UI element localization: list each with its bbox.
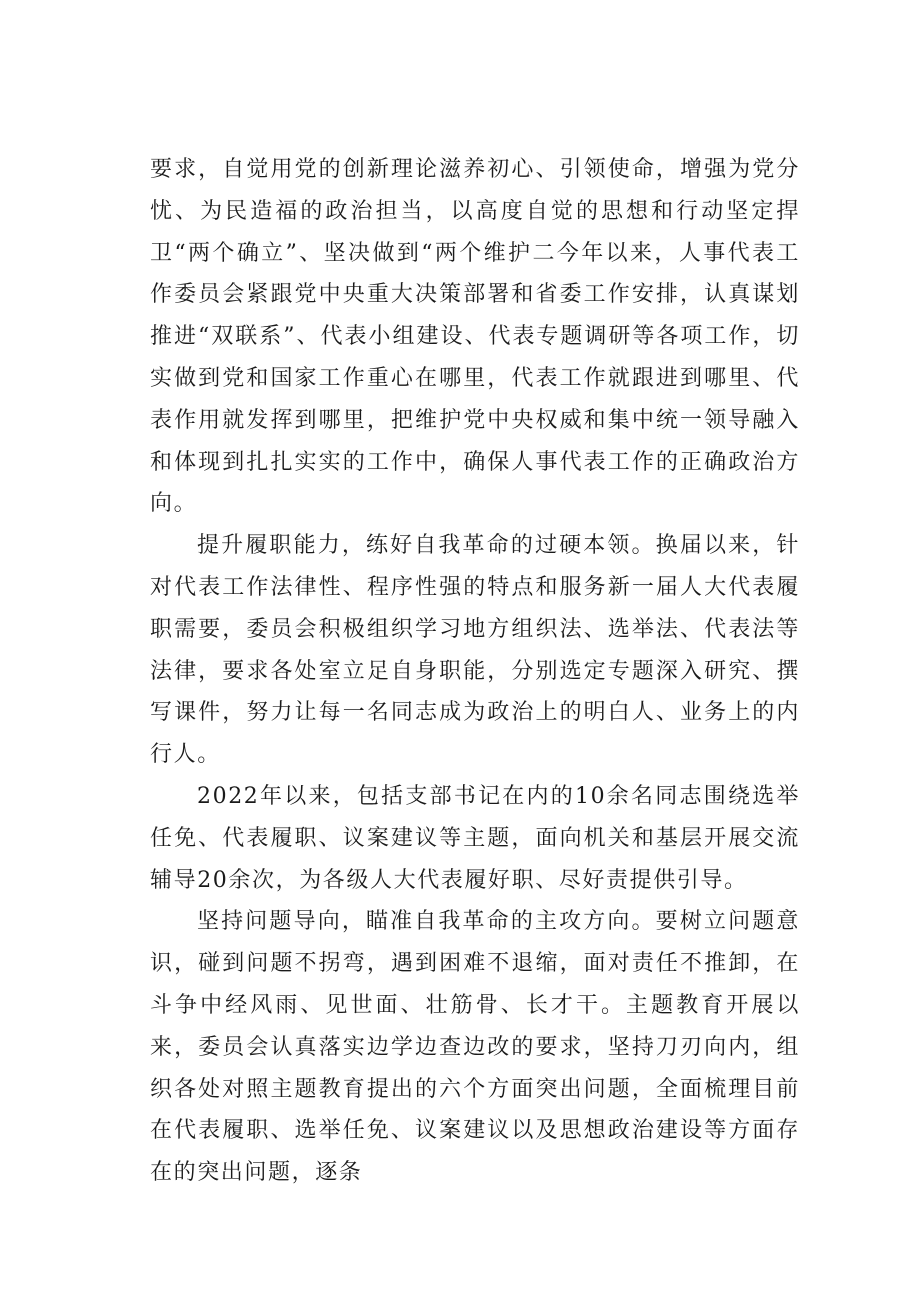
- paragraph-3: 2022年以来，包括支部书记在内的10余名同志围绕选举任免、代表履职、议案建议等主题，面向机关和基层开展交流辅导20余次，为各级人大代表履好职、尽好责提供引导。: [150, 783, 800, 893]
- paragraph-1: 要求，自觉用党的创新理论滋养初心、引领使命，增强为党分忧、为民造福的政治担当，以高度自觉的思想和行动坚定捍卫“两个确立”、坚决做到“两个维护二今年以来，人事代表工作委员会紧跟党中央重大决策部署和省委工作安排，认真谋划推进“双联系”、代表小组建设、代表专题调研等各项工作，切实做到党和国家工作重心在哪里，代表工作就跟进到哪里、代表作用就发挥到哪里，把维护党中央权威和集中统一领导融入和体现到扎扎实实的工作中，确保人事代表工作的正确政治方向。: [150, 157, 800, 517]
- paragraph-2: 提升履职能力，练好自我革命的过硬本领。换届以来，针对代表工作法律性、程序性强的特点和服务新一届人大代表履职需要，委员会积极组织学习地方组织法、选举法、代表法等法律，要求各处室立足自身职能，分别选定专题深入研究、撰写课件，努力让每一名同志成为政治上的明白人、业务上的内行人。: [150, 533, 800, 768]
- document-body: [150, 149, 800, 1194]
- paragraph-4: 坚持问题导向，瞄准自我革命的主攻方向。要树立问题意识，碰到问题不拐弯，遇到困难不退缩，面对责任不推卸，在斗争中经风雨、见世面、壮筋骨、长才干。主题教育开展以来，委员会认真落实边学边查边改的要求，坚持刀刃向内，组织各处对照主题教育提出的六个方面突出问题，全面梳理目前在代表履职、选举任免、议案建议以及思想政治建设等方面存在的突出问题，逐条: [150, 909, 800, 1186]
